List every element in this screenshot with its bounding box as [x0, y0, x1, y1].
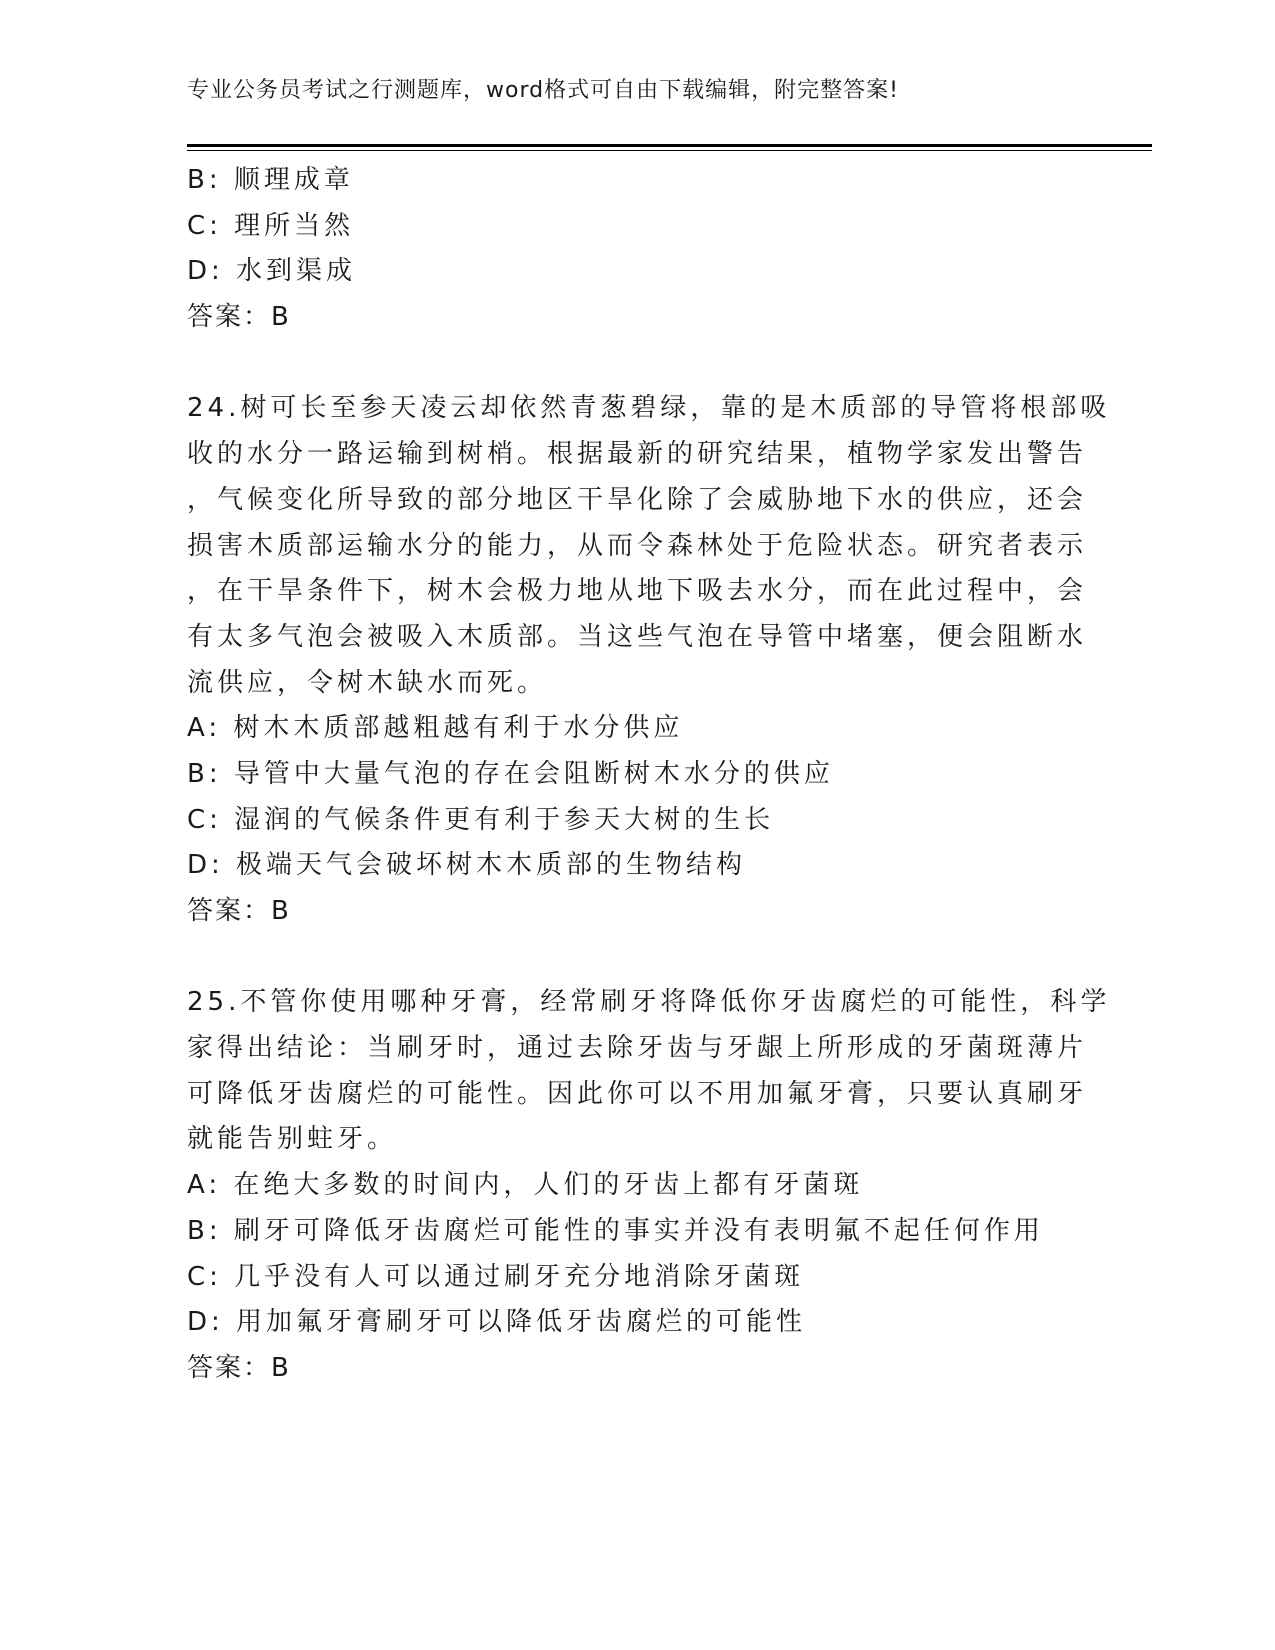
- q24-options: [187, 706, 1077, 889]
- header-rule-thick: [187, 144, 1152, 147]
- q23-option-c: C: 理所当然: [187, 210, 355, 241]
- q24-stem-line: 收的水分一路运输到树梢。根据最新的研究结果，植物学家发出警告: [187, 439, 1088, 470]
- q25-stem-line: 25.不管你使用哪种牙膏，经常刷牙将降低你牙齿腐烂的可能性，科学: [187, 987, 1111, 1018]
- q25-stem-line: 可降低牙齿腐烂的可能性。因此你可以不用加氟牙膏，只要认真刷牙: [187, 1078, 1088, 1109]
- q25-option-a: A: 在绝大多数的时间内，人们的牙齿上都有牙菌斑: [187, 1170, 864, 1201]
- q24-stem-line: 流供应，令树木缺水而死。: [187, 667, 548, 698]
- q23-option-d: D: 水到渠成: [187, 256, 357, 287]
- spacer: [187, 935, 1077, 981]
- q24-option-b: B: 导管中大量气泡的存在会阻断树木水分的供应: [187, 758, 834, 789]
- q25-option-b: B: 刷牙可降低牙齿腐烂可能性的事实并没有表明氟不起任何作用: [187, 1215, 1044, 1246]
- q24-stem: [187, 386, 1111, 706]
- q25-option-d: D: 用加氟牙膏刷牙可以降低牙齿腐烂的可能性: [187, 1307, 807, 1338]
- q23-answer: 答案：B: [187, 302, 291, 333]
- q24-option-d: D: 极端天气会破坏树木木质部的生物结构: [187, 850, 747, 881]
- q25-stem-line: 家得出结论：当刷牙时，通过去除牙齿与牙龈上所形成的牙菌斑薄片: [187, 1033, 1088, 1064]
- q24-stem-line: 损害木质部运输水分的能力，从而令森林处于危险状态。研究者表示: [187, 530, 1088, 561]
- q25-stem-line: 就能告别蛀牙。: [187, 1124, 398, 1155]
- header-rule-thin: [187, 150, 1152, 151]
- q25-stem: [187, 980, 1111, 1163]
- q23-option-b: B: 顺理成章: [187, 165, 354, 195]
- document-body: [187, 158, 1111, 1392]
- q24-option-c: C: 湿润的气候条件更有利于参天大树的生长: [187, 804, 775, 835]
- q24-stem-line: ，在干旱条件下，树木会极力地从地下吸去水分，而在此过程中，会: [187, 576, 1088, 607]
- q24-stem-line: 24.树可长至参天凌云却依然青葱碧绿，靠的是木质部的导管将根部吸: [187, 393, 1111, 424]
- question-24: [187, 386, 1111, 934]
- q25-answer: 答案：B: [187, 1352, 291, 1383]
- question-23-options: [187, 158, 1077, 295]
- question-25: [187, 980, 1111, 1391]
- q24-stem-line: 有太多气泡会被吸入木质部。当这些气泡在导管中堵塞，便会阻断水: [187, 621, 1088, 652]
- spacer: [187, 341, 1077, 387]
- q24-option-a: A: 树木木质部越粗越有利于水分供应: [187, 713, 684, 744]
- q24-answer: 答案：B: [187, 896, 291, 926]
- page-header: 专业公务员考试之行测题库，word格式可自由下载编辑，附完整答案!: [187, 78, 899, 103]
- q25-option-c: C: 几乎没有人可以通过刷牙充分地消除牙菌斑: [187, 1261, 805, 1292]
- q24-stem-line: ，气候变化所导致的部分地区干旱化除了会威胁地下水的供应，还会: [187, 484, 1088, 515]
- q25-options: [187, 1163, 1077, 1346]
